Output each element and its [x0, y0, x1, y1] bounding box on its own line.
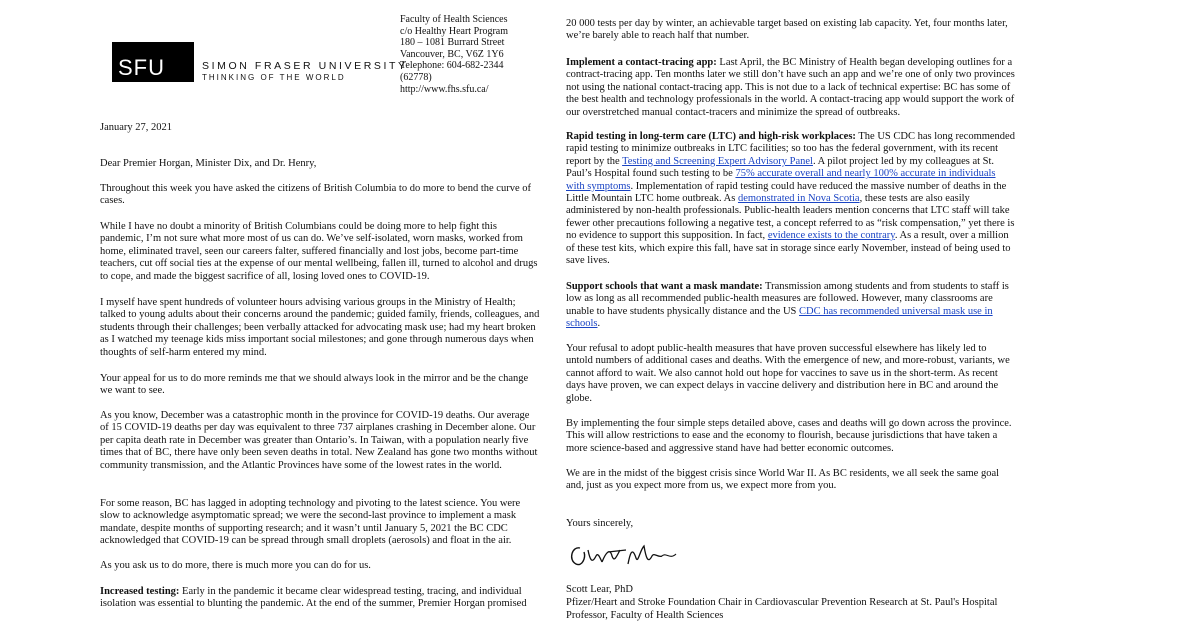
logo-mark-text: SFU	[118, 55, 165, 80]
testing-continued: 20 000 tests per day by winter, an achievable target based on existing lab capacity. Yet, four months later, we’re barely able to reach half that number.	[566, 18, 1008, 42]
rapid-testing-heading: Rapid testing in long-term care (LTC) and high-risk workplaces:	[566, 131, 856, 142]
schools-paragraph	[566, 281, 1016, 331]
accuracy-study-link[interactable]: 75% accurate overall and nearly 100% accurate in individuals with symptoms	[566, 168, 996, 192]
paragraph: Throughout this week you have asked the citizens of British Columbia to do more to bend the curve of cases.	[100, 183, 531, 207]
address-line: Faculty of Health Sciences	[400, 14, 508, 25]
paragraph: Your appeal for us to do more reminds me that we should always look in the mirror and be the change we want to see.	[100, 373, 529, 397]
paragraph: While I have no doubt a minority of British Columbians could be doing more to help fight this pandemic, I’m not sure what more most of us can do. We’ve self-isolated, worn masks, worked from home, eliminated travel, seen our careers falter, suffered financially and lost jobs, become part-time teachers, cut off social ties at the expense of our mental wellbeing, fallen ill, turned to alcohol and drugs to cope, and made the biggest sacrifice of all, losing loved ones to COVID-19.	[100, 221, 538, 282]
rapid-testing-text: . As a result, over a million of these test kits, which expire this fall, have sat in storage since early November, instead of being used to save lives.	[566, 230, 1011, 267]
schools-text: .	[597, 318, 601, 330]
signer-title: Pfizer/Heart and Stroke Foundation Chair in Cardiovascular Prevention Research at St. Paul's Hospital	[566, 597, 998, 608]
testing-heading: Increased testing:	[100, 586, 180, 597]
schools-text: Transmission among students and from students to staff is low as long as all recommended public-health measures are followed. However, many classrooms are unable to have students physically distance and the US	[566, 281, 1009, 317]
closing-paragraph: Your refusal to adopt public-health measures that have proven successful elsewhere has likely led to untold numbers of additional cases and deaths. With the emergence of new, and more-robust, variants, we cannot afford to wait. We also cannot hold out hope for vaccines to save us in the short-term. As recent days have proven, we can expect delays in vaccine delivery and distribution here in BC and around the globe.	[566, 343, 1010, 404]
expert-panel-link[interactable]: Testing and Screening Expert Advisory Panel	[622, 155, 813, 167]
address-line: Telephone: 604-682-2344	[400, 60, 504, 72]
rapid-testing-text: . Implementation of rapid testing could have reduced the massive number of deaths in the Little Mountain LTC home outbreak. As	[566, 180, 1007, 205]
testing-text: Early in the pandemic it became clear widespread testing, tracing, and individual isolation was essential to blunting the pandemic. At the end of the summer, Premier Horgan promised	[100, 586, 527, 610]
cdc-mask-link[interactable]: CDC has recommended universal mask use in schools	[566, 305, 993, 330]
closing-paragraph: We are in the midst of the biggest crisis since World War II. As BC residents, we all seek the same goal and, just as you expect more from us, we expect more from you.	[566, 468, 1000, 492]
contact-tracing-heading: Implement a contact-tracing app:	[566, 57, 717, 68]
paragraph: For some reason, BC has lagged in adopting technology and pivoting to the latest science. You were slow to acknowledge asymptomatic spread; we were the second-last province to implement a mask mandate, despite months of supporting research; and it wasn’t until January 5, 2021 the BC CDC acknowledged that COVID-19 can be spread through small droplets (aerosols) and float in the air.	[100, 498, 521, 547]
rapid-testing-text: The US CDC has long recommended rapid testing to minimize outbreaks in LTC facilities; so too has the federal government, with its recent report by the	[566, 131, 1015, 167]
rapid-testing-text: . A pilot project led by my colleagues at St. Paul’s Hospital found such testing to be	[566, 155, 995, 180]
testing-paragraph	[100, 586, 540, 611]
paragraph: I myself have spent hundreds of volunteer hours advising various groups in the Ministry of Health; talked to young adults about their concerns around the pandemic; guided family, friends, colleagues, and students through their challenges; been verbally attacked for advocating mask use; had my heart broken as I watched my teenage kids miss important social milestones; and gone through numerous days when thoughts of self-harm entered my mind.	[100, 297, 540, 358]
university-name: SIMON FRASER UNIVERSITY	[202, 60, 408, 72]
schools-heading: Support schools that want a mask mandate:	[566, 281, 763, 292]
nova-scotia-link[interactable]: demonstrated in Nova Scotia	[737, 193, 860, 205]
signer-position: Professor, Faculty of Health Sciences	[566, 610, 724, 621]
contact-tracing-paragraph	[566, 57, 1016, 119]
paragraph: As you know, December was a catastrophic month in the province for COVID-19 deaths. Our average of 15 COVID-19 deaths per day was equivalent to three 737 airplanes crashing in December alone. Our per capita death rate in December was greater than Ontario’s. In Taiwan, with a population nearly five times that of BC, there have only been seven deaths in total. New Zealand has gone two months without community transmission, and the Atlantic Provinces have some of the lowest rates in the world.	[100, 410, 538, 471]
rapid-testing-text: , these tests are also easily administered by non-health professionals. Public-health leaders mention concerns that LTC staff will take fewer other precautions following a negative test, a concept referred to as “risk compensation,” yet there is no evidence to support this supposition. In fact,	[566, 193, 1015, 242]
address-line: c/o Healthy Heart Program	[400, 25, 509, 37]
sfu-logo-mark	[112, 42, 194, 82]
letter-date: January 27, 2021	[100, 122, 173, 133]
university-tagline: THINKING OF THE WORLD	[202, 73, 346, 82]
contact-tracing-text: Last April, the BC Ministry of Health began developing outlines for a contract-tracing app. Ten months later we still don’t have such an app and we’re one of only two provinces not using the national contact-tracing app. This is not due to a lack of technical expertise: BC has some of the best health and technology professionals in the world. A contact-tracing app would support the work of our overstretched manual contact-tracers and minimize the spread of outbreaks.	[566, 57, 1015, 118]
closing-paragraph: By implementing the four simple steps detailed above, cases and deaths will go down across the province. This will allow restrictions to ease and the economy to flourish, because jurisdictions that have taken a more science-based and aggressive stand have had better economic outcomes.	[566, 418, 1012, 454]
faculty-address	[400, 14, 550, 95]
address-line: Vancouver, BC, V6Z 1Y6	[400, 48, 504, 60]
sfu-logo	[112, 42, 408, 82]
signer-name: Scott Lear, PhD	[566, 584, 633, 595]
rapid-testing-paragraph	[566, 131, 1016, 267]
address-line: 180 – 1081 Burrard Street	[400, 37, 505, 49]
paragraph: As you ask us to do more, there is much more you can do for us.	[100, 560, 371, 571]
evidence-contrary-link[interactable]: evidence exists to the contrary	[767, 230, 895, 242]
salutation: Dear Premier Horgan, Minister Dix, and Dr. Henry,	[100, 158, 317, 169]
address-line: (62778)	[400, 71, 432, 83]
signature-image	[566, 538, 686, 572]
faculty-url: http://www.fhs.sfu.ca/	[400, 83, 489, 95]
signoff: Yours sincerely,	[566, 518, 634, 529]
